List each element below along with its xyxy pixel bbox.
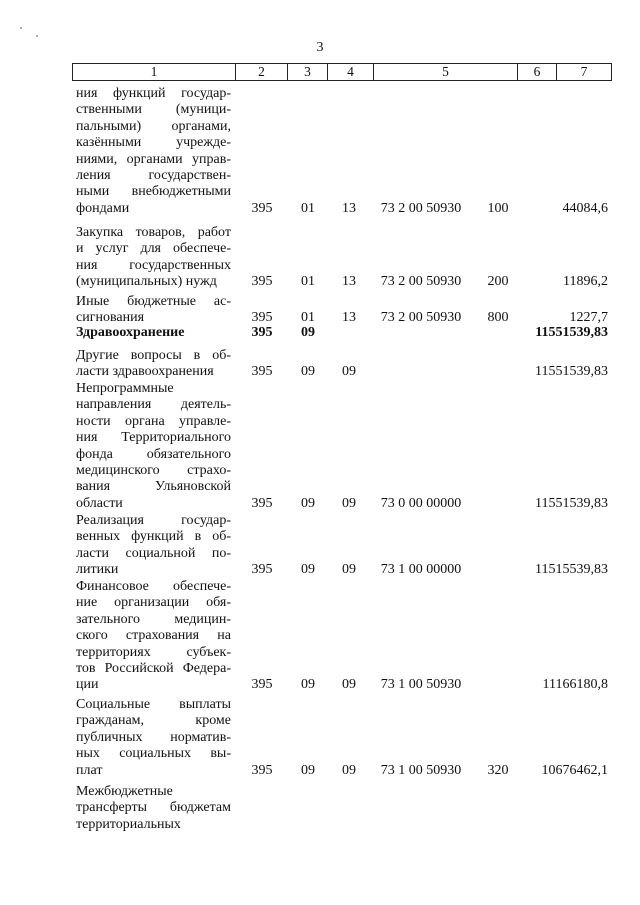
expense-type-code: 200 [487,274,509,290]
row-description [76,294,231,327]
scan-speck [20,27,22,29]
admin-code: 395 [251,364,273,380]
description-line: пальными) органами, [76,118,231,134]
amount-value: 1227,7 [569,310,608,326]
expense-type-code: 100 [487,200,509,216]
description-line: ности органа управле- [76,413,231,429]
description-line: Закупка товаров, работ [76,225,231,240]
admin-code: 395 [251,325,273,340]
description-line: публичных норматив- [76,729,231,745]
row-description [76,381,231,512]
description-line: плат [76,762,103,778]
description-line: ственными (муници- [76,102,231,118]
row-description [76,513,231,579]
admin-code: 395 [251,562,273,578]
section-code: 09 [301,562,315,578]
description-line: Социальные выплаты [76,697,231,712]
subsection-code: 09 [342,562,356,578]
target-article-code: 73 0 00 00000 [380,495,462,511]
description-line: направления деятель- [76,397,231,413]
description-line: гражданам, кроме [76,713,231,729]
row-description [76,697,231,779]
amount-value: 11166180,8 [542,677,608,693]
description-line: тов Российской Федера- [76,661,231,677]
description-line: ния функций государ- [76,86,231,101]
admin-code: 395 [251,274,273,290]
description-line: вания Ульяновской [76,479,231,495]
description-line: Иные бюджетные ас- [76,294,231,309]
header-col-3: 3 [288,64,328,80]
subsection-code: 09 [342,762,356,778]
scan-speck [36,35,38,37]
description-line: трансферты бюджетам [76,800,231,816]
section-code: 09 [301,364,315,380]
admin-code: 395 [251,677,273,693]
amount-value: 44084,6 [562,200,608,216]
row-description [76,579,231,694]
description-line: территориальных [76,816,181,832]
header-col-1: 1 [73,64,236,80]
description-line: зательного медицин- [76,611,231,627]
subsection-code: 09 [342,364,356,380]
row-description [76,325,231,341]
description-line: Реализация государ- [76,513,231,528]
description-line: ского страхования на [76,628,231,644]
amount-value: 11551539,83 [535,495,608,511]
target-article-code: 73 1 00 50930 [380,762,462,778]
header-col-2: 2 [236,64,288,80]
description-line: и услуг для обеспече- [76,241,231,257]
admin-code: 395 [251,310,273,326]
amount-value: 11551539,83 [535,325,608,340]
section-code: 01 [301,200,315,216]
description-line: (муниципальных) нужд [76,274,217,290]
description-line: территориях субъек- [76,644,231,660]
section-code: 01 [301,274,315,290]
description-line: сигнования [76,310,145,326]
admin-code: 395 [251,200,273,216]
admin-code: 395 [251,762,273,778]
expense-type-code: 800 [487,310,509,326]
target-article-code: 73 2 00 50930 [380,274,462,290]
row-description [76,348,231,381]
description-line: ления государствен- [76,168,231,184]
target-article-code: 73 2 00 50930 [380,310,462,326]
header-col-4: 4 [328,64,374,80]
subsection-code: 13 [342,310,356,326]
subsection-code: 13 [342,200,356,216]
header-col-7: 7 [580,64,588,80]
description-line: Другие вопросы в об- [76,348,231,363]
description-line: литики [76,562,119,578]
admin-code: 395 [251,495,273,511]
section-code: 09 [301,762,315,778]
section-code: 09 [301,677,315,693]
amount-value: 10676462,1 [541,762,608,778]
amount-value: 11896,2 [563,274,608,290]
description-line: Финансовое обеспече- [76,579,231,594]
target-article-code: 73 2 00 50930 [380,200,462,216]
section-code: 09 [301,495,315,511]
target-article-code: 73 1 00 50930 [380,677,462,693]
description-line: ласти социальной по- [76,545,231,561]
section-code: 01 [301,310,315,326]
table-header [72,63,612,81]
description-line: фондами [76,200,130,216]
description-line: фонда обязательного [76,446,231,462]
description-line: ния Территориального [76,430,231,446]
subsection-code: 09 [342,495,356,511]
row-description [76,784,231,833]
row-description [76,225,231,291]
header-col-5: 5 [374,64,518,80]
amount-value: 11551539,83 [535,364,608,380]
amount-value: 11515539,83 [535,562,608,578]
subsection-code: 09 [342,677,356,693]
row-description [76,86,231,217]
header-col-6: 6 [518,64,557,80]
description-line: ными внебюджетными [76,184,231,200]
description-line: венных функций в об- [76,529,231,545]
page-number: 3 [316,40,324,55]
expense-type-code: 320 [487,762,509,778]
description-line: Здравоохранение [76,325,185,340]
section-code: 09 [301,325,315,340]
description-line: ниями, органами управ- [76,151,231,167]
subsection-code: 13 [342,274,356,290]
description-line: ния государственных [76,257,231,273]
description-line: Межбюджетные [76,784,173,799]
description-line: ции [76,677,99,693]
description-line: области [76,495,123,511]
description-line: ние организации обя- [76,595,231,611]
description-line: ласти здравоохранения [76,364,214,380]
description-line: Непрограммные [76,381,174,396]
description-line: медицинского страхо- [76,463,231,479]
target-article-code: 73 1 00 00000 [380,562,462,578]
description-line: ных социальных вы- [76,746,231,762]
description-line: казёнными учрежде- [76,135,231,151]
